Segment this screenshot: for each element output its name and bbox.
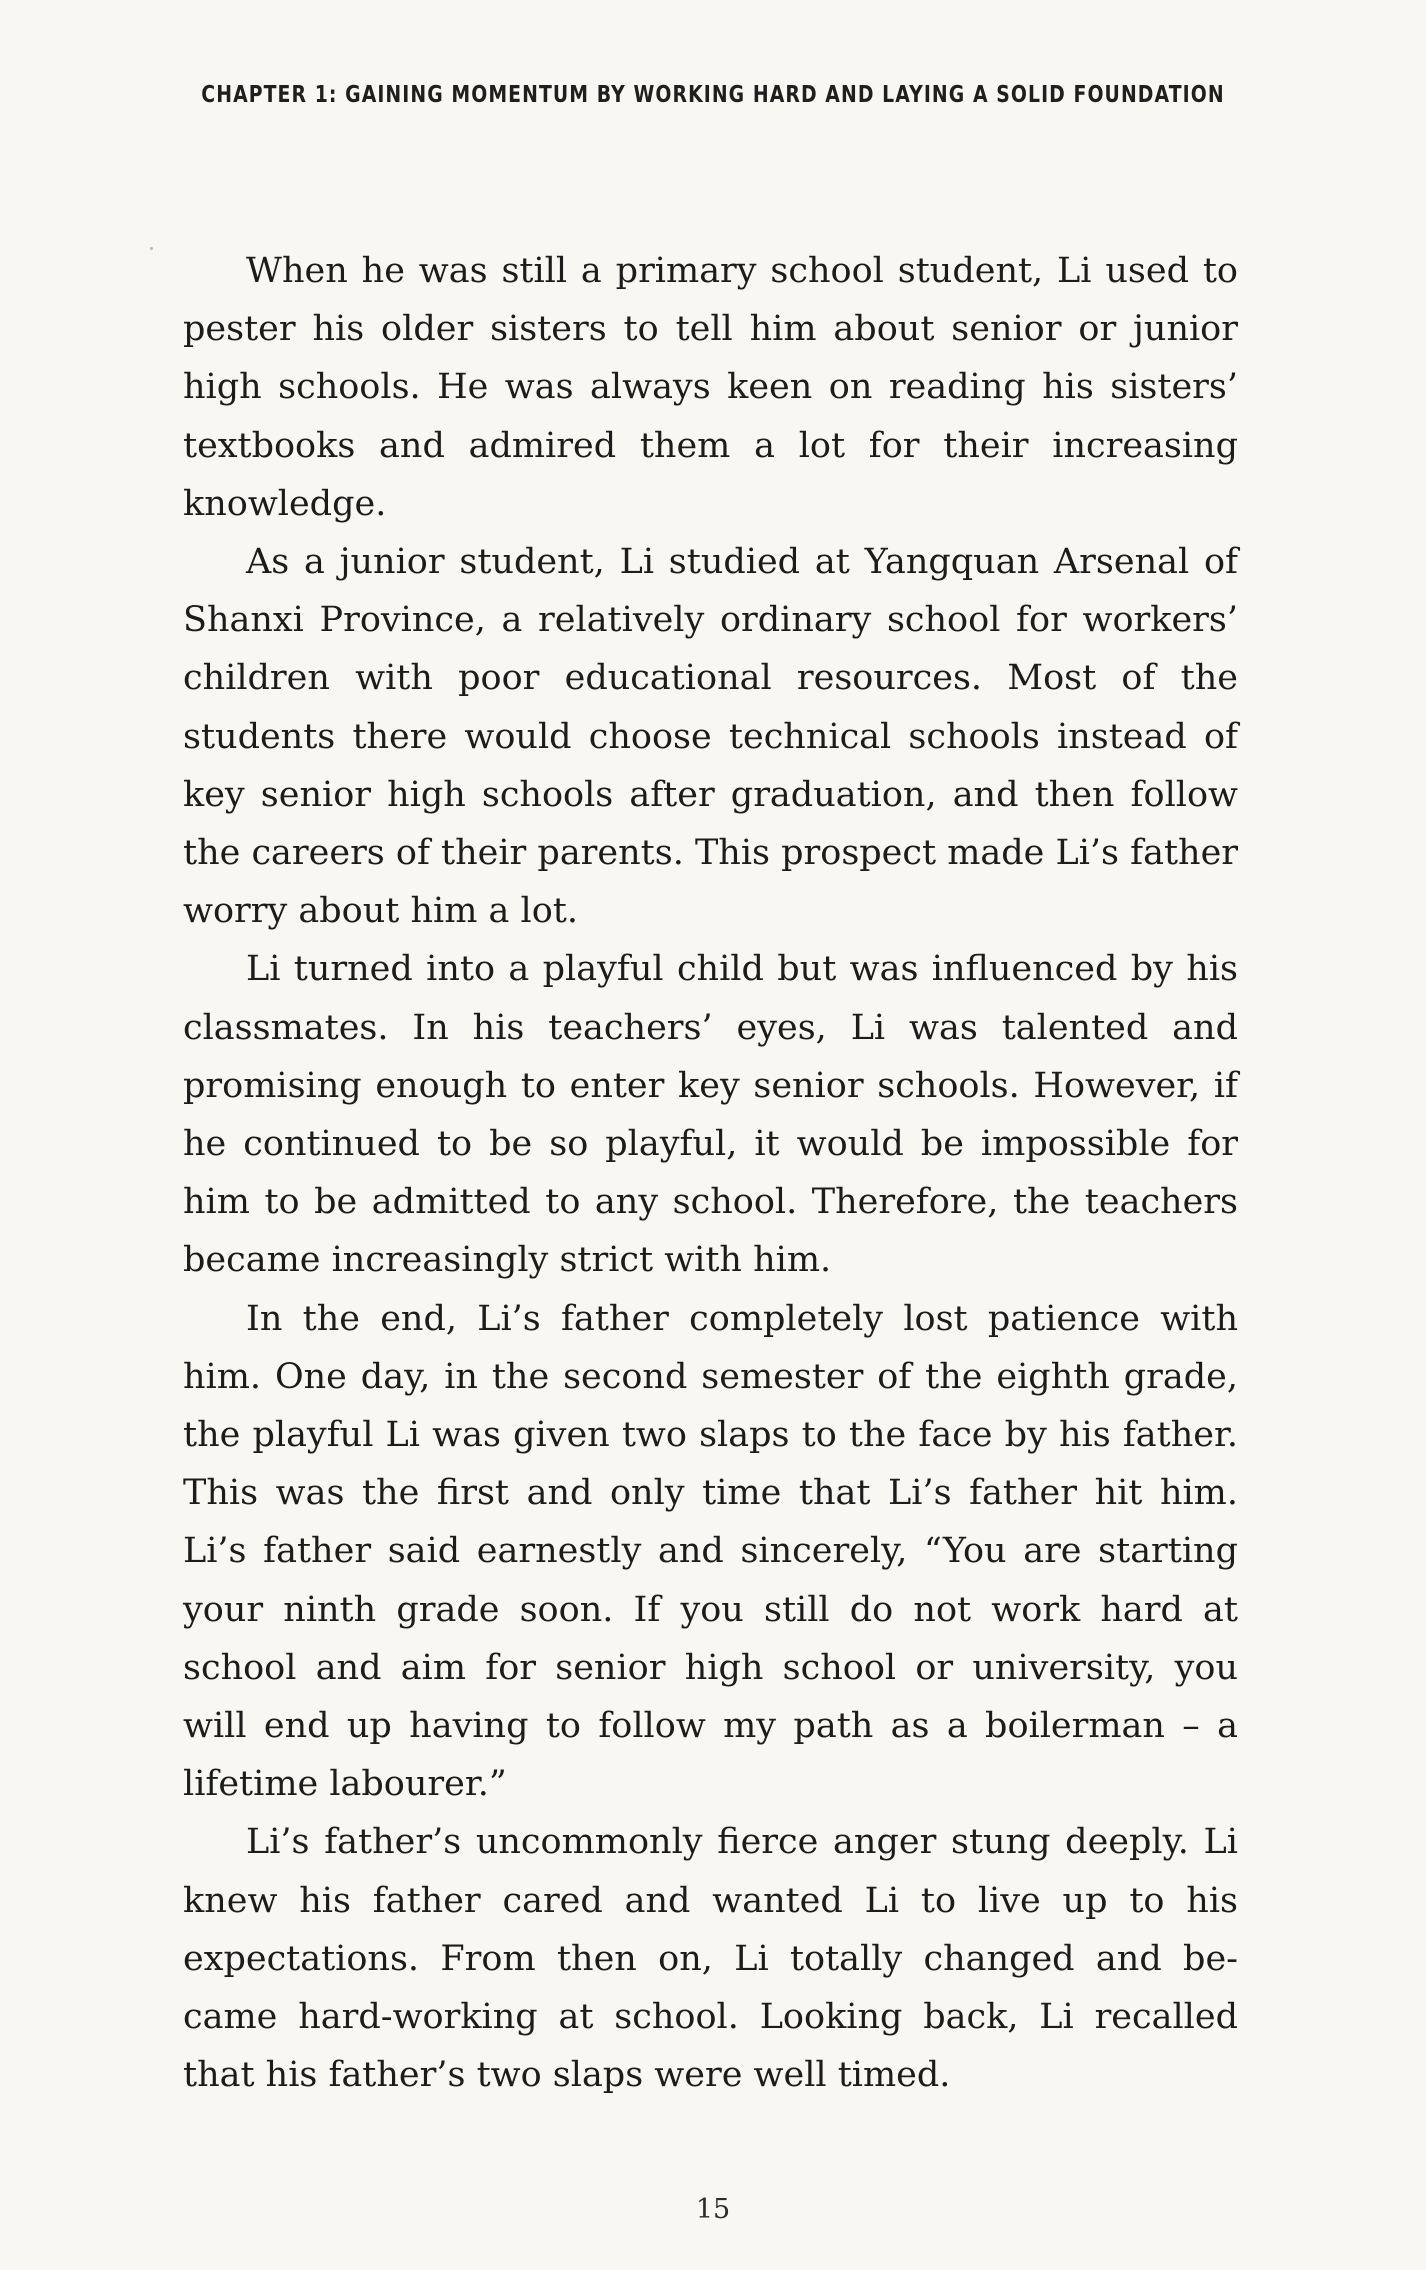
paper-speck xyxy=(150,247,153,250)
paragraph-4: In the end, Li’s father completely lost patience with him. One day, in the second semester of the eighth grade, the playful Li was given two slaps to the face by his father. This was the first and only time that Li’s father hit him. Li’s father said earnestly and sincerely, “You are starting your ninth grade soon. If you still do not work hard at school and aim for senior high school or university, you will end up having to follow my path as a boilerman – a lifetime labourer.” xyxy=(183,1298,1238,1805)
paragraph-5: Li’s father’s uncommonly fierce anger stung deeply. Li knew his father cared and wanted Li to live up to his expectations. From then on, Li totally changed and became hard-working at school. Looking back, Li recalled that his father’s two slaps were well timed. xyxy=(183,1822,1238,2096)
page-number: 15 xyxy=(695,2194,731,2225)
running-header: CHAPTER 1: GAINING MOMENTUM BY WORKING HARD AND LAYING A SOLID FOUNDATION xyxy=(201,82,1225,108)
paragraph-3: Li turned into a playful child but was influenced by his classmates. In his teachers’ eyes, Li was talented and promising enough to enter key senior schools. However, if he continued to be so playful, it would be impossible for him to be admitted to any school. Therefore, the teachers became increasingly strict with him. xyxy=(183,949,1238,1281)
paragraph-2: As a junior student, Li studied at Yangquan Arsenal of Shanxi Province, a relatively ordinary school for workers’ children with poor educational resources. Most of the students there would choose technical schools instead of key senior high schools after graduation, and then follow the careers of their parents. This prospect made Li’s father worry about him a lot. xyxy=(183,542,1239,932)
body-text xyxy=(183,242,1238,2105)
paragraph-1: When he was still a primary school student, Li used to pester his older sisters to tell him about senior or junior high schools. He was always keen on reading his sisters’ textbooks and admired them a lot for their increasing knowledge. xyxy=(183,251,1238,524)
